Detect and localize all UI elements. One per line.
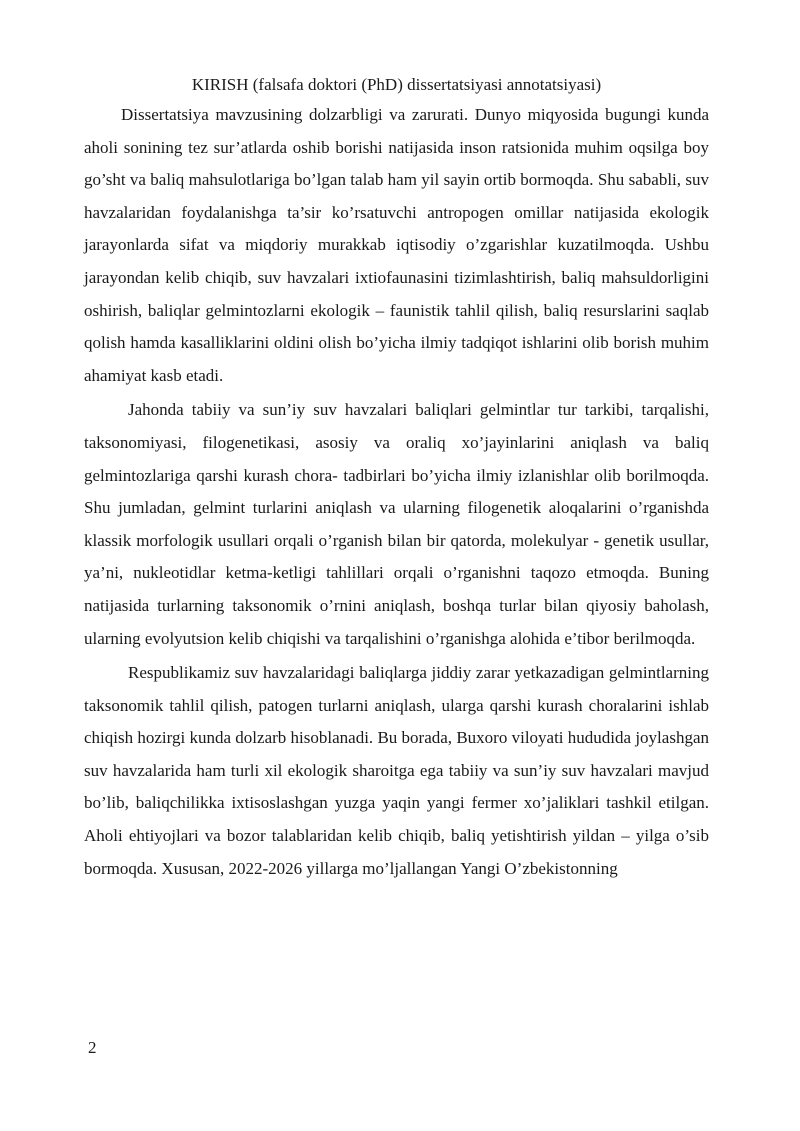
page-number: 2 [88, 1038, 97, 1057]
document-page [84, 70, 709, 887]
paragraph-republic-research: Respublikamiz suv havzalaridagi baliqlarga jiddiy zarar yetkazadigan gelmintlarning taksonomik tahlil qilish, patogen turlarni aniqlash, ularga qarshi kurash choralarini ishlab chiqish hozirgi kunda dolzarb hisoblanadi. Bu borada, Buxoro viloyati hududida joylashgan suv havzalarida ham turli xil ekologik sharoitga ega tabiiy va sun’iy suv havzalari mavjud bo’lib, baliqchilikka ixtisoslashgan yuzga yaqin yangi fermer xo’jaliklari tashkil etilgan. Aholi ehtiyojlari va bozor talablaridan kelib chiqib, baliq yetishtirish yildan – yilga o’sib bormoqda. Xususan, 2022-2026 yillarga mo’ljallangan Yangi O’zbekistonning [84, 663, 709, 878]
paragraph-relevance: Dissertatsiya mavzusining dolzarbligi va zarurati. Dunyo miqyosida bugungi kunda aholi sonining tez sur’atlarda oshib borishi natijasida inson ratsionida muhim oqsilga boy go’sht va baliq mahsulotlariga bo’lgan talab ham yil sayin ortib bormoqda. Shu sababli, suv havzalaridan foydalanishga ta’sir ko’rsatuvchi antropogen omillar natijasida ekologik jarayonlarda sifat va miqdoriy murakkab iqtisodiy o’zgarishlar kuzatilmoqda. Ushbu jarayondan kelib chiqib, suv havzalari ixtiofaunasini tizimlashtirish, baliq mahsuldorligini oshirish, baliqlar gelmintozlarni ekologik – faunistik tahlil qilish, baliq resurslarini saqlab qolish hamda kasalliklarini oldini olish bo’yicha ilmiy tadqiqot ishlarini olib borish muhim ahamiyat kasb etadi. [84, 105, 709, 385]
page-title: KIRISH (falsafa doktori (PhD) dissertatsiyasi annotatsiyasi) [191, 75, 602, 94]
paragraph-world-research: Jahonda tabiiy va sun’iy suv havzalari baliqlari gelmintlar tur tarkibi, tarqalishi, taksonomiyasi, filogenetikasi, asosiy va oraliq xo’jayinlarini aniqlash va baliq gelmintozlariga qarshi kurash chora- tadbirlari bo’yicha ilmiy izlanishlar olib borilmoqda. Shu jumladan, gelmint turlarini aniqlash va ularning filogenetik aloqalarini o’rganishda klassik morfologik usullari orqali o’rganish bilan bir qatorda, molekulyar - genetik usullar, ya’ni, nukleotidlar ketma-ketligi tahlillari orqali o’rganishni taqozo etmoqda. Buning natijasida turlarning taksonomik o’rnini aniqlash, boshqa turlar bilan qiyosiy baholash, ularning evolyutsion kelib chiqishi va tarqalishini o’rganishga alohida e’tibor berilmoqda. [84, 400, 709, 648]
